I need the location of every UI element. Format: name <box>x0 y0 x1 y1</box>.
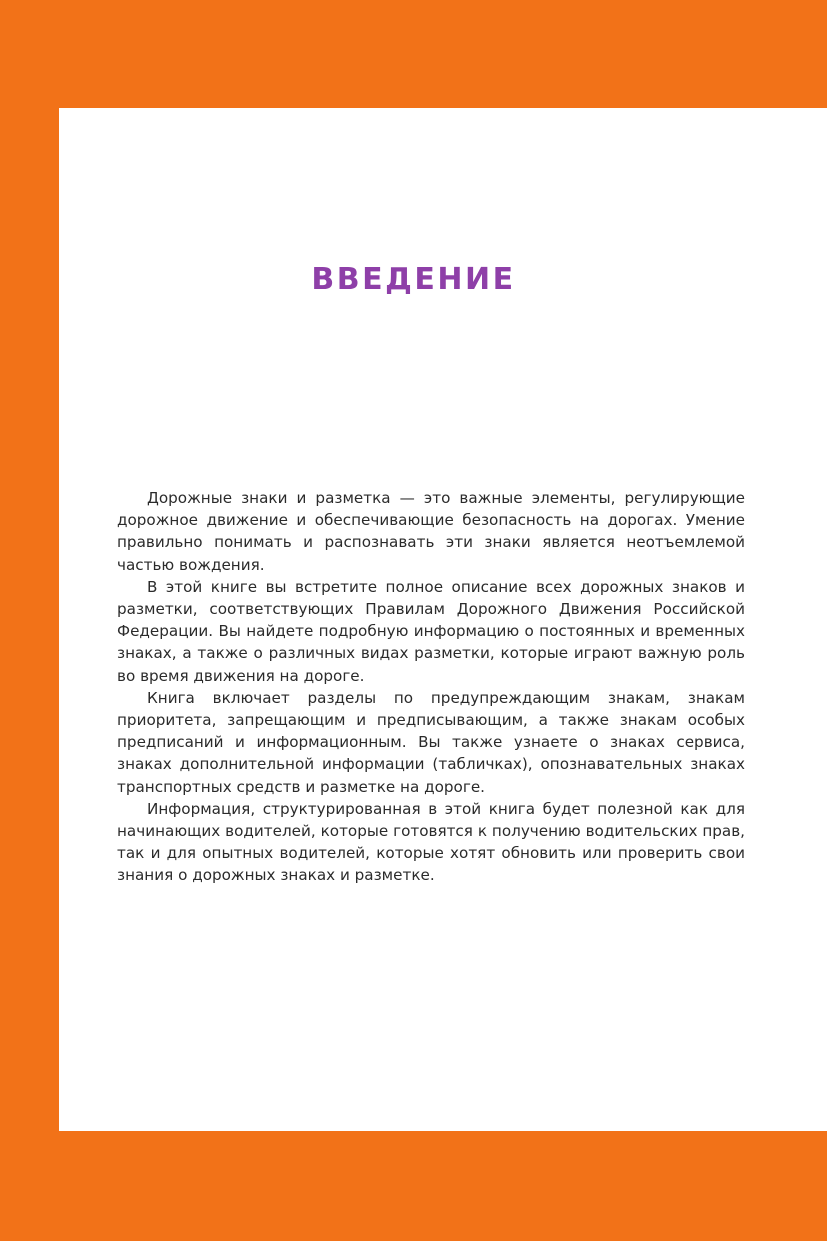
page-title: ВВЕДЕНИЕ <box>311 262 516 297</box>
paragraph-4: Информация, структурированная в этой книга будет полезной как для начинающих водителей, которые готовятся к получению водительских прав, так и для опытных водителей, которые хотят обновить или проверить свои знания о дорожных знаках и разметке. <box>117 799 745 885</box>
paragraph-3: Книга включает разделы по предупреждающим знакам, знакам приоритета, запрещающим и предписывающим, а также знакам особых предписаний и информационным. Вы также узнаете о знаках сервиса, знаках дополнительной информации (табличках), опознавательных знаках транспортных средств и разметке на дороге. <box>117 688 745 796</box>
intro-text <box>117 487 745 887</box>
paragraph-1: Дорожные знаки и разметка — это важные элементы, регулирующие дорожное движение и обеспечивающие безопасность на дорогах. Умение правильно понимать и распознавать эти знаки является неотъемлемой частью вождения. <box>117 489 745 574</box>
paragraph-2: В этой книге вы встретите полное описание всех дорожных знаков и разметки, соответствующих Правилам Дорожного Движения Российской Федерации. Вы найдете подробную информацию о постоянных и временных знаках, а также о различных видах разметки, которые играют важную роль во время движения на дороге. <box>117 577 745 685</box>
